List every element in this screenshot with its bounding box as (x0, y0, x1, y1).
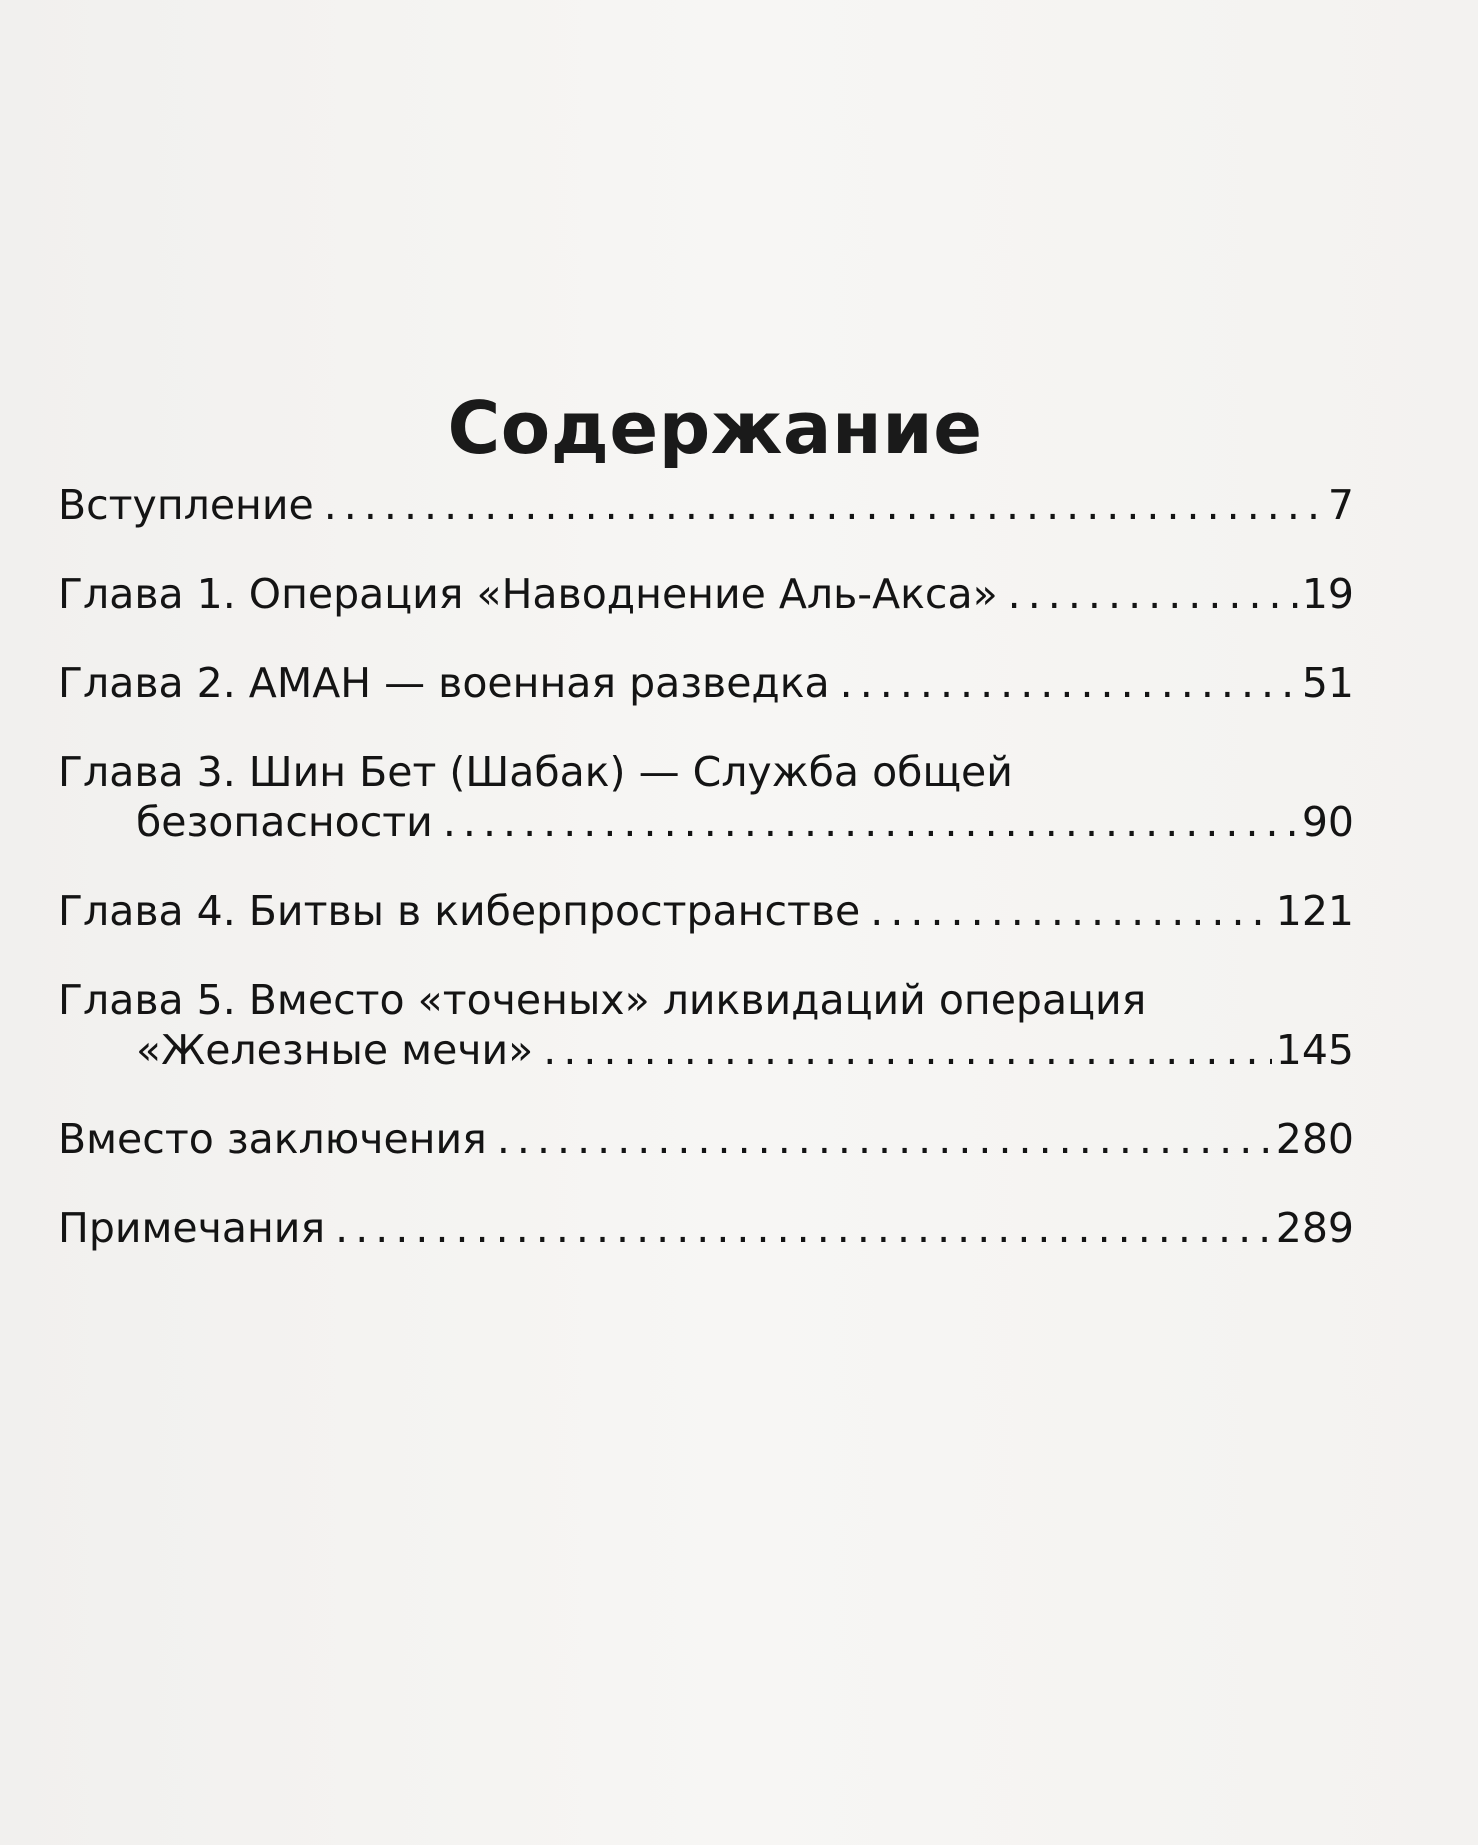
toc-entry-page: 7 (1327, 481, 1354, 529)
toc-entry-label-line2: безопасности (136, 798, 433, 846)
toc-entry-label: Глава 4. Битвы в киберпространстве (58, 887, 861, 935)
toc-entry-page: 19 (1301, 570, 1354, 618)
table-of-contents (58, 480, 1354, 1292)
dot-leader (443, 797, 1298, 847)
toc-entry-chapter-2 (58, 658, 1354, 708)
dot-leader (497, 1114, 1272, 1164)
toc-entry-label-line1: Глава 3. Шин Бет (Шабак) — Служба общей (58, 748, 1013, 796)
toc-entry-label: Вместо заключения (58, 1115, 487, 1163)
page-title: Содержание (447, 386, 983, 471)
toc-entry-label: Вступление (58, 481, 314, 529)
toc-entry-label-line2: «Железные мечи» (136, 1026, 534, 1074)
toc-entry-chapter-1 (58, 569, 1354, 619)
toc-entry-label: Глава 2. АМАН — военная разведка (58, 659, 830, 707)
toc-entry-label: Глава 1. Операция «Наводнение Аль-Акса» (58, 570, 998, 618)
toc-entry-label-line1: Глава 5. Вместо «точеных» ликвидаций операция (58, 976, 1147, 1024)
dot-leader (324, 480, 1324, 530)
toc-entry-chapter-4 (58, 886, 1354, 936)
toc-entry-introduction (58, 480, 1354, 530)
dot-leader (1008, 569, 1298, 619)
dot-leader (335, 1203, 1272, 1253)
toc-entry-page: 121 (1275, 887, 1354, 935)
toc-entry-notes (58, 1203, 1354, 1253)
toc-entry-chapter-5 (58, 975, 1354, 1075)
toc-entry-conclusion (58, 1114, 1354, 1164)
toc-entry-chapter-3 (58, 747, 1354, 847)
toc-entry-page: 90 (1301, 798, 1354, 846)
toc-entry-page: 51 (1301, 659, 1354, 707)
dot-leader (840, 658, 1298, 708)
dot-leader (870, 886, 1271, 936)
toc-entry-page: 289 (1275, 1204, 1354, 1252)
toc-entry-page: 280 (1275, 1115, 1354, 1163)
toc-entry-label: Примечания (58, 1204, 326, 1252)
dot-leader (543, 1025, 1271, 1075)
toc-entry-page: 145 (1275, 1026, 1354, 1074)
